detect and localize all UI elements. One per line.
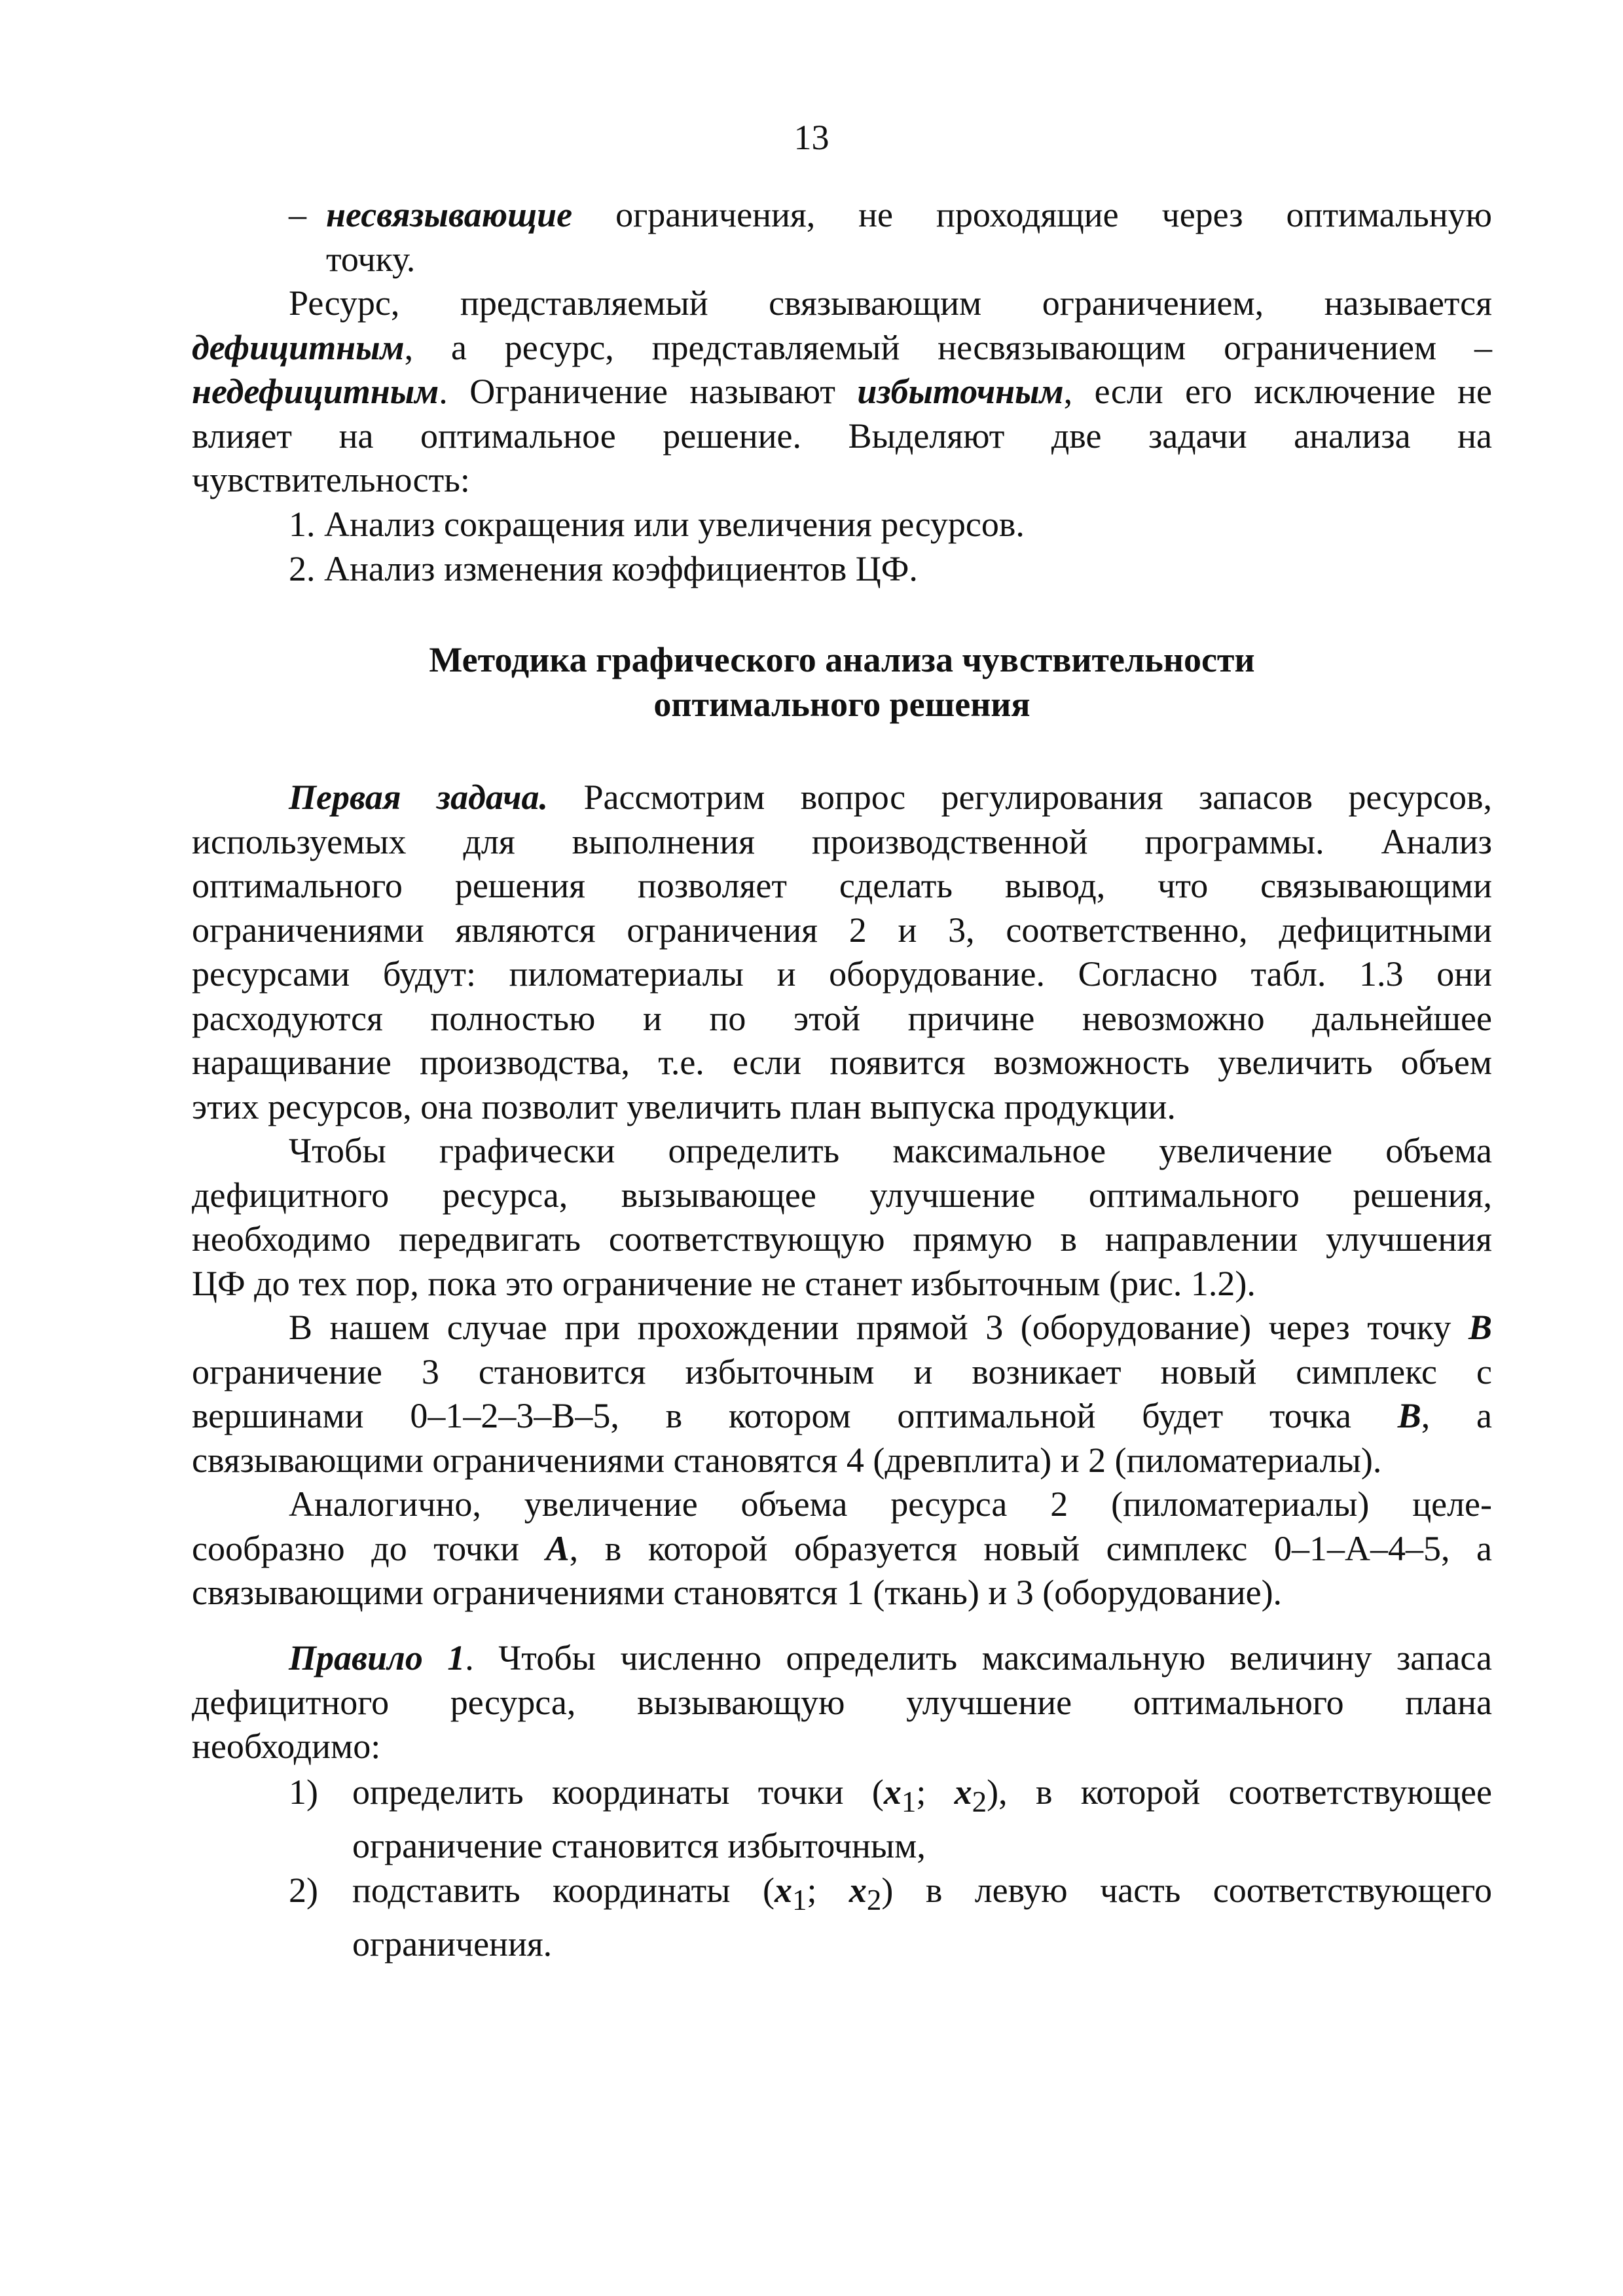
text-line: влияет на оптимальное решение. Выделяют две задачи анализа на [192,416,1492,456]
list-item [192,1770,1492,1869]
var-x: x [954,1772,972,1812]
var-x: x [883,1772,902,1812]
text-line [192,370,1492,414]
definition-nonbinding [192,193,1492,281]
text-line [192,1527,1492,1571]
text-run: , а ресурс, представляемый несвязывающим ограничением – [404,327,1492,367]
text-run: ), в которой соответствующее [987,1772,1492,1812]
text-line: ограничение 3 становится избыточным и возникает новый симплекс с [192,1352,1492,1391]
text-run: , а [1421,1396,1492,1435]
text-line: ресурсами будут: пиломатериалы и оборудование. Согласно табл. 1.3 они [192,954,1492,994]
paragraph-resource [192,281,1492,503]
text-line: необходимо передвигать соответствующую прямую в направлении улучшения [192,1219,1492,1259]
heading-line: оптимального решения [653,684,1030,724]
text-line: необходимо: [192,1727,381,1766]
paragraph-similarly [192,1482,1492,1615]
text-line: наращивание производства, т.е. если появится возможность увеличить объем [192,1043,1492,1082]
text-run: сообразно до точки [192,1528,546,1568]
text-line: ЦФ до тех пор, пока это ограничение не станет избыточным (рис. 1.2). [192,1263,1256,1303]
subscript: 1 [792,1883,807,1916]
text-line: Чтобы графически определить максимальное увеличение объема [289,1131,1492,1170]
list-item: 2. Анализ изменения коэффициентов ЦФ. [289,548,918,588]
text-line: ограничение становится избыточным, [352,1826,926,1866]
var-x: x [848,1870,867,1910]
text-line: дефицитного ресурса, вызывающую улучшение оптимального плана [192,1682,1492,1722]
text-line: расходуются полностью и по этой причине невозможно дальнейшее [192,998,1492,1038]
text-line: ограничения. [352,1924,553,1964]
text-run: подставить координаты ( [352,1870,775,1910]
var-x: x [774,1870,792,1910]
step-number: 2) [289,1870,318,1910]
task-list [192,503,1492,591]
text-line [192,776,1492,820]
definition-text: ограничения, не проходящие через оптимальную [615,195,1493,234]
term-deficit: дефицитным [192,327,405,367]
point-a: A [545,1528,570,1568]
text-run: . Ограничение называют [439,372,858,411]
section-heading [192,638,1492,726]
first-task-label: Первая задача. [289,778,549,817]
text-line: связывающими ограничениями становятся 1 (ткань) и 3 (оборудование). [192,1573,1283,1612]
heading-line: Методика графического анализа чувствительности [429,640,1255,679]
text-run: ) в левую часть соответствующего [881,1870,1492,1910]
subscript: 2 [866,1883,882,1916]
page-number: 13 [793,118,830,157]
text-line [192,1636,1492,1681]
text-line: ограничениями являются ограничения 2 и 3, соответственно, дефицитными [192,910,1492,950]
text-line: связывающими ограничениями становятся 4 (древплита) и 2 (пиломатериалы). [192,1440,1382,1480]
point-b: B [1397,1396,1421,1435]
term-nonbinding: несвязывающие [326,195,573,234]
subscript: 1 [901,1785,917,1818]
text-run: Рассмотрим вопрос регулирования запасов ресурсов, [548,778,1492,817]
paragraph-rule [192,1636,1492,1769]
text-line: оптимального решения позволяет сделать вывод, что связывающими [192,866,1492,905]
term-redundant: избыточным [857,372,1064,411]
text-run: , в которой образуется новый симплекс 0–1–А–4–5, а [569,1528,1492,1568]
text-line: этих ресурсов, она позволит увеличить план выпуска продукции. [192,1086,1176,1126]
step-number: 1) [289,1772,318,1812]
text-line: чувствительность: [192,460,470,499]
text-line [192,1306,1492,1350]
text-run: В нашем случае при прохождении прямой 3 (оборудование) через точку [289,1308,1468,1347]
steps-list [192,1770,1492,1967]
rule-label: Правило 1 [289,1638,465,1677]
text-run: вершинами 0–1–2–3–В–5, в котором оптимальной будет точка [192,1396,1398,1435]
text-line: дефицитного ресурса, вызывающее улучшение оптимального решения, [192,1175,1492,1215]
text-run: определить координаты точки ( [352,1772,884,1812]
paragraph-first-task [192,776,1492,1129]
list-item [192,1869,1492,1967]
text-line: используемых для выполнения производственной программы. Анализ [192,821,1492,861]
text-run: . Чтобы численно определить максимальную величину запаса [465,1638,1493,1677]
text-run: ; [807,1870,849,1910]
definition-text-cont: точку. [326,239,416,279]
term-nondeficit: недефицитным [192,372,439,411]
paragraph-graphically [192,1129,1492,1306]
text-line [192,1394,1492,1439]
paragraph-our-case [192,1306,1492,1482]
subscript: 2 [972,1785,987,1818]
point-b: B [1468,1308,1492,1347]
dash-marker: – [289,195,306,234]
text-line: Ресурс, представляемый связывающим ограничением, называется [289,283,1492,323]
list-item: 1. Анализ сокращения или увеличения ресурсов. [289,505,1025,544]
text-line [192,326,1492,370]
text-run: ; [916,1772,955,1812]
text-run: , если его исключение не [1063,372,1492,411]
text-line: Аналогично, увеличение объема ресурса 2 (пиломатериалы) целе- [289,1484,1492,1524]
